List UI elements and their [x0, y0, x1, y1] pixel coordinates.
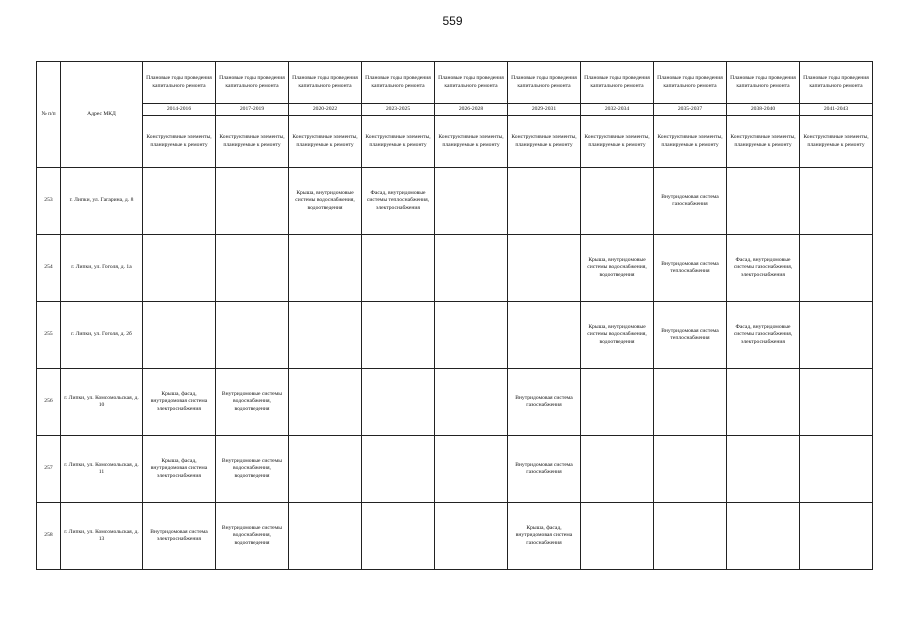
repair-elements-cell [435, 503, 508, 570]
repair-elements-cell [143, 168, 216, 235]
repair-elements-cell [581, 436, 654, 503]
elements-header: Конструктивные элементы, планируемые к ремонту [800, 116, 873, 168]
elements-header: Конструктивные элементы, планируемые к ремонту [435, 116, 508, 168]
repair-elements-cell [435, 168, 508, 235]
period-header-2032-2034: 2032-2034 [581, 104, 654, 116]
repair-elements-cell: Фасад, внутридомовые системы газоснабжения, электроснабжения [727, 302, 800, 369]
num-column-header: № п/п [37, 62, 61, 168]
planned-years-header: Плановые годы проведения капитального ремонта [654, 62, 727, 104]
planned-years-header: Плановые годы проведения капитального ремонта [727, 62, 800, 104]
repair-elements-cell [362, 302, 435, 369]
elements-header: Конструктивные элементы, планируемые к ремонту [654, 116, 727, 168]
repair-elements-cell: Крыша, внутридомовые системы водоснабжения, водоотведения [289, 168, 362, 235]
repair-elements-cell [216, 235, 289, 302]
repair-elements-cell [800, 436, 873, 503]
repair-elements-cell: Фасад, внутридомовые системы газоснабжения, электроснабжения [727, 235, 800, 302]
repair-elements-cell [289, 503, 362, 570]
repair-elements-cell: Внутридомовая система газоснабжения [508, 369, 581, 436]
repair-elements-cell [289, 302, 362, 369]
table-row [37, 235, 873, 302]
repair-elements-cell [289, 369, 362, 436]
row-number: 255 [37, 302, 61, 369]
repair-elements-cell [508, 302, 581, 369]
planned-years-header: Плановые годы проведения капитального ремонта [581, 62, 654, 104]
repair-elements-cell [143, 302, 216, 369]
repair-elements-cell [800, 503, 873, 570]
row-number: 254 [37, 235, 61, 302]
planned-years-header: Плановые годы проведения капитального ремонта [216, 62, 289, 104]
table-row [37, 168, 873, 235]
repair-elements-cell: Крыша, внутридомовые системы водоснабжения, водоотведения [581, 302, 654, 369]
planned-years-header: Плановые годы проведения капитального ремонта [143, 62, 216, 104]
elements-header: Конструктивные элементы, планируемые к ремонту [581, 116, 654, 168]
planned-years-header: Плановые годы проведения капитального ремонта [289, 62, 362, 104]
planned-years-header: Плановые годы проведения капитального ремонта [435, 62, 508, 104]
period-header-2026-2028: 2026-2028 [435, 104, 508, 116]
period-header-2014-2016: 2014-2016 [143, 104, 216, 116]
repair-elements-cell: Крыша, фасад, внутридомовая система электроснабжения [143, 369, 216, 436]
repair-elements-cell [800, 235, 873, 302]
row-number: 257 [37, 436, 61, 503]
repair-elements-cell [654, 436, 727, 503]
period-header-2023-2025: 2023-2025 [362, 104, 435, 116]
row-address: г. Липки, ул. Гагарина, д. 8 [61, 168, 143, 235]
repair-elements-cell [654, 503, 727, 570]
row-number: 258 [37, 503, 61, 570]
repair-elements-cell: Фасад, внутридомовые системы теплоснабжения, электроснабжения [362, 168, 435, 235]
repair-elements-cell [143, 235, 216, 302]
repair-elements-cell [435, 369, 508, 436]
repair-elements-cell [289, 436, 362, 503]
repair-elements-cell: Внутридомовая система теплоснабжения [654, 302, 727, 369]
repair-elements-cell [508, 168, 581, 235]
row-number: 256 [37, 369, 61, 436]
repair-elements-cell [216, 302, 289, 369]
elements-header: Конструктивные элементы, планируемые к ремонту [216, 116, 289, 168]
table-row [37, 436, 873, 503]
repair-elements-cell [435, 302, 508, 369]
repair-elements-cell [581, 369, 654, 436]
repair-elements-cell: Внутридомовая система электроснабжения [143, 503, 216, 570]
period-header-2035-2037: 2035-2037 [654, 104, 727, 116]
repair-elements-cell [800, 168, 873, 235]
row-address: г. Липки, ул. Гоголя, д. 2б [61, 302, 143, 369]
repair-elements-cell [508, 235, 581, 302]
repair-elements-cell [727, 168, 800, 235]
row-address: г. Липки, ул. Комсомольская, д. 13 [61, 503, 143, 570]
period-header-2017-2019: 2017-2019 [216, 104, 289, 116]
planned-years-header: Плановые годы проведения капитального ремонта [800, 62, 873, 104]
repair-elements-cell [727, 369, 800, 436]
elements-header: Конструктивные элементы, планируемые к ремонту [289, 116, 362, 168]
row-number: 253 [37, 168, 61, 235]
repair-elements-cell [800, 302, 873, 369]
repair-elements-cell [362, 503, 435, 570]
repair-elements-cell [362, 436, 435, 503]
repair-elements-cell [362, 369, 435, 436]
planned-years-header: Плановые годы проведения капитального ремонта [362, 62, 435, 104]
period-header-2020-2022: 2020-2022 [289, 104, 362, 116]
repair-elements-cell [435, 235, 508, 302]
repair-elements-cell [435, 436, 508, 503]
repair-elements-cell: Внутридомовые системы водоснабжения, водоотведения [216, 503, 289, 570]
repair-elements-cell [727, 436, 800, 503]
row-address: г. Липки, ул. Комсомольская, д. 11 [61, 436, 143, 503]
elements-header: Конструктивные элементы, планируемые к ремонту [143, 116, 216, 168]
elements-header: Конструктивные элементы, планируемые к ремонту [508, 116, 581, 168]
period-header-2029-2031: 2029-2031 [508, 104, 581, 116]
table-row [37, 503, 873, 570]
repair-elements-cell: Внутридомовая система газоснабжения [654, 168, 727, 235]
page-number: 559 [442, 14, 463, 28]
repair-elements-cell: Внутридомовые системы водоснабжения, водоотведения [216, 369, 289, 436]
repair-elements-cell: Внутридомовая система газоснабжения [508, 436, 581, 503]
repair-elements-cell: Внутридомовая система теплоснабжения [654, 235, 727, 302]
repair-elements-cell [654, 369, 727, 436]
repair-elements-cell [289, 235, 362, 302]
repair-elements-cell [800, 369, 873, 436]
repair-elements-cell [581, 168, 654, 235]
repair-elements-cell [727, 503, 800, 570]
row-address: г. Липки, ул. Гоголя, д. 1а [61, 235, 143, 302]
elements-header: Конструктивные элементы, планируемые к ремонту [727, 116, 800, 168]
repair-elements-cell: Крыша, внутридомовые системы водоснабжения, водоотведения [581, 235, 654, 302]
repair-elements-cell: Внутридомовые системы водоснабжения, водоотведения [216, 436, 289, 503]
period-header-2038-2040: 2038-2040 [727, 104, 800, 116]
repair-elements-cell [581, 503, 654, 570]
repair-elements-cell [362, 235, 435, 302]
repair-elements-cell: Крыша, фасад, внутридомовая система газоснабжения [508, 503, 581, 570]
capital-repair-schedule-table [36, 61, 873, 570]
repair-elements-cell [216, 168, 289, 235]
address-column-header: Адрес МКД [61, 62, 143, 168]
planned-years-header: Плановые годы проведения капитального ремонта [508, 62, 581, 104]
table-row [37, 302, 873, 369]
elements-header: Конструктивные элементы, планируемые к ремонту [362, 116, 435, 168]
row-address: г. Липки, ул. Комсомольская, д. 10 [61, 369, 143, 436]
repair-elements-cell: Крыша, фасад, внутридомовая система электроснабжения [143, 436, 216, 503]
period-header-2041-2043: 2041-2043 [800, 104, 873, 116]
table-row [37, 369, 873, 436]
